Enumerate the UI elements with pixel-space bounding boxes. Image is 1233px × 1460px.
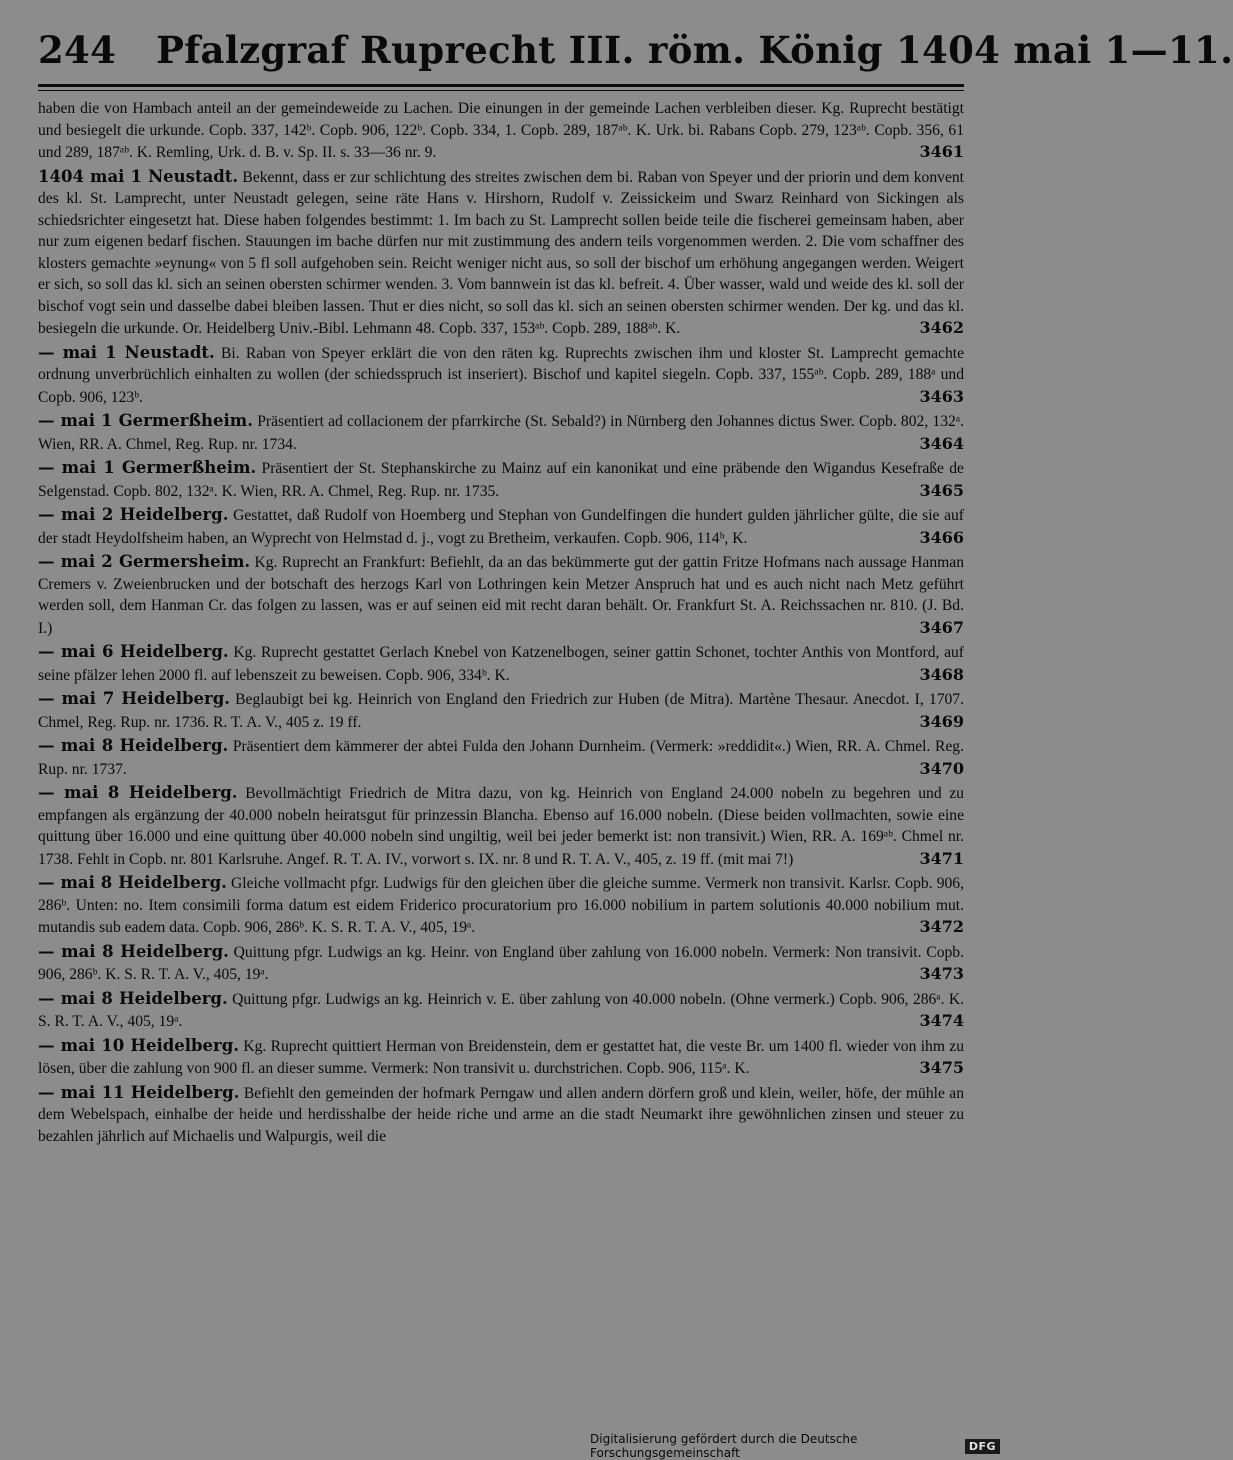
entry-text: Bi. Raban von Speyer erklärt die von den räten kg. Ruprechts zwischen ihm und kloster St. Lamprecht gemachte ordnung unverbrüchlich einhalten zu wollen (der schiedsspruch ist inseriert). Bischof und kapitel siegeln. Copb. 337, 155ᵃᵇ. Copb. 289, 188ᵃ und Copb. 906, 123ᵇ.: [38, 344, 964, 406]
regest-entry: [38, 551, 964, 639]
header-rule-thin: [38, 90, 964, 91]
entry-date-place: — mai 8 Heidelberg.: [38, 736, 229, 755]
regest-entry: [38, 457, 964, 502]
entry-number: 3468: [919, 664, 964, 684]
regest-entry: [38, 688, 964, 733]
entry-number: 3464: [919, 433, 964, 453]
regest-entry: [38, 988, 964, 1033]
entry-number: 3467: [919, 617, 964, 637]
entry-number: 3469: [919, 711, 964, 731]
entry-date-place: — mai 8 Heidelberg.: [38, 988, 228, 1008]
entry-number: 3463: [919, 386, 964, 406]
entry-text: Kg. Ruprecht an Frankfurt: Befiehlt, da an das bekümmerte gut der gattin Fritze Hofmans nach aussage Hanman Cremers v. Zweienbrucken und der botschaft des herzogs Karl von Lothringen kein Metzer Anspruch hat und es auch nicht nach Metz geführt werden soll, dem Hanman Cr. das folgen zu lassen, was er auf seinen eid mit recht daran behält. Or. Frankfurt St. A. Reichssachen nr. 810. (J. Bd. I.): [38, 554, 964, 637]
entry-date-place: — mai 2 Germersheim.: [38, 552, 251, 571]
entry-number: 3461: [919, 142, 964, 161]
entry-date-place: — mai 10 Heidelberg.: [38, 1035, 240, 1055]
entry-date-place: 1404 mai 1 Neustadt.: [38, 166, 239, 186]
dfg-logo: DFG: [965, 1439, 1000, 1454]
entry-text: Präsentiert der St. Stephanskirche zu Mainz auf ein kanonikat und eine präbende den Wigandus Kesefraße de Selgenstad. Copb. 802, 132ᵃ. K. Wien, RR. A. Chmel, Reg. Rup. nr. 1735.: [38, 460, 964, 500]
entry-number: 3465: [919, 480, 964, 500]
regest-entry: [38, 641, 964, 686]
entry-date-place: — mai 8 Heidelberg.: [38, 941, 229, 961]
footer: [590, 1432, 1000, 1460]
regest-entry: [38, 941, 964, 986]
entry-number: 3472: [919, 917, 964, 936]
entry-number: 3466: [919, 527, 964, 547]
entry-number: 3471: [919, 848, 964, 868]
entry-number: 3474: [919, 1011, 964, 1030]
entry-date-place: — mai 8 Heidelberg.: [38, 873, 227, 892]
regest-entry: [38, 1082, 964, 1148]
entry-text: Befiehlt den gemeinden der hofmark Perngaw und allen andern dörfern groß und klein, weiler, höfe, der mühle an dem Webelspach, einhalbe der heide und herdisshalbe der heide riche und arme an die stadt Neumarkt ihre gewöhnlichen zinsen und steuer zu bezahlen jährlich auf Michaelis und Walpurgis, weil die: [38, 1084, 965, 1145]
entry-date-place: — mai 7 Heidelberg.: [38, 689, 231, 708]
entry-text: Bevollmächtigt Friedrich de Mitra dazu, von kg. Heinrich von England 24.000 nobeln zu begehren und zu empfangen als ergänzung der 40.000 nobeln heiratsgut für prinzessin Blancha. Ebenso auf 16.000 nobeln. (Diese beiden vollmachten, sowie eine quittung über 16.000 und eine quittung über 40.000 nobeln sind ungiltig, weil bei jeder bemerkt ist: non transivit.) Wien, RR. A. 169ᵃᵇ. Chmel nr. 1738. Fehlt in Copb. nr. 801 Karlsruhe. Angef. R. T. A. IV., vorwort s. IX. nr. 8 und R. T. A. V., 405, z. 19 ff. (mit mai 7!): [38, 785, 964, 868]
entry-text: Beglaubigt bei kg. Heinrich von England den Friedrich zur Huben (de Mitra). Martène Thesaur. Anecdot. I, 1707. Chmel, Reg. Rup. nr. 1736. R. T. A. V., 405 z. 19 ff.: [38, 691, 964, 731]
header-rule-thick: [38, 84, 964, 87]
regest-entry: [38, 1035, 964, 1080]
entry-number: 3475: [919, 1058, 964, 1077]
entry-text: Bekennt, dass er zur schlichtung des streites zwischen dem bi. Raban von Speyer und der priorin und dem konvent des kl. St. Lamprecht, unter Neustadt gelegen, seine räte Hans v. Hirshorn, Rudolf v. Zeissickeim und Swarz Reinhard von Sickingen als schiedsrichter eingesetzt hat. Diese haben folgendes bestimmt: 1. Im bach zu St. Lamprecht sollen beide teile die fischerei gemeinsam haben, aber nur zum eigenen bedarf fischen. Stauungen im bache dürfen nur mit zustimmung des andern teils vorgenommen werden. 2. Die vom schaffner des klosters gemachte »eynung« von 5 fl soll aufgehoben sein. Reicht weniger nicht aus, so soll der bischof um erhöhung angegangen werden. Weigert er sich, so soll das kl. sich an seinen obersten schirmer wenden. 3. Vom bannwein ist das kl. befreit. 4. Über wasser, wald und weide des kl. soll der bischof vogt sein und dasselbe dabei bleiben lassen. Thut er dies nicht, so soll das kl. sich an seinen obersten schirmer wenden. Der kg. und das kl. besiegeln die urkunde. Or. Heidelberg Univ.-Bibl. Lehmann 48. Copb. 337, 153ᵃᵇ. Copb. 289, 188ᵃᵇ. K.: [38, 168, 964, 337]
entry-date-place: — mai 6 Heidelberg.: [38, 642, 229, 661]
regest-entry: [38, 342, 964, 409]
entry-text: Gestattet, daß Rudolf von Hoemberg und Stephan von Gundelfingen die hundert gulden jährlicher gülte, die sie auf der stadt Heydolfsheim haben, an Wyprecht von Helmstad d. j., vogt zu Bretheim, verkaufen. Copb. 906, 114ᵇ, K.: [38, 507, 964, 547]
page-title: Pfalzgraf Ruprecht III. röm. König 1404 mai 1—11.: [156, 28, 1233, 72]
entry-date-place: — mai 1 Neustadt.: [38, 342, 215, 362]
page-header: [38, 28, 1233, 74]
regest-entry: [38, 166, 964, 340]
entry-date-place: — mai 11 Heidelberg.: [38, 1082, 240, 1102]
entry-text: Präsentiert ad collacionem der pfarrkirche (St. Sebald?) in Nürnberg den Johannes dictus Swer. Copb. 802, 132ᵃ. Wien, RR. A. Chmel, Reg. Rup. nr. 1734.: [38, 413, 964, 453]
entry-number: 3470: [919, 758, 964, 778]
entry-text: Präsentiert dem kämmerer der abtei Fulda den Johann Durnheim. (Vermerk: »reddidit«.) Wien, RR. A. Chmel. Reg. Rup. nr. 1737.: [38, 738, 964, 778]
regest-entry: [38, 782, 964, 870]
entry-text: Gleiche vollmacht pfgr. Ludwigs für den gleichen über die gleiche summe. Vermerk non transivit. Karlsr. Copb. 906, 286ᵇ. Unten: no. Item consimili forma datum est eidem Friderico procuratorium pro 16.000 nobilium in partem solutionis 40.000 nobilium mut. mutandis sub eadem data. Copb. 906, 286ᵇ. K. S. R. T. A. V., 405, 19ᵃ.: [38, 875, 964, 936]
regest-entry: [38, 872, 964, 939]
entry-text: Kg. Ruprecht quittiert Herman von Breidenstein, dem er gestattet hat, die veste Br. um 1400 fl. wieder von ihm zu lösen, über die zahlung von 900 fl. an dieser summe. Vermerk: Non transivit u. durchstrichen. Copb. 906, 115ᵃ. K.: [38, 1037, 964, 1077]
regest-entry: [38, 504, 964, 549]
entry-date-place: — mai 2 Heidelberg.: [38, 505, 229, 524]
entry-list: [38, 166, 964, 1148]
regest-entry: [38, 410, 964, 455]
entry-date-place: — mai 8 Heidelberg.: [38, 783, 238, 802]
page: [38, 28, 1233, 1149]
page-number: 244: [38, 28, 117, 72]
entry-text: Quittung pfgr. Ludwigs an kg. Heinrich v. E. über zahlung von 40.000 nobeln. (Ohne vermerk.) Copb. 906, 286ᵃ. K. S. R. T. A. V., 405, 19ᵃ.: [38, 990, 964, 1030]
continuation-entry: [38, 98, 964, 164]
footer-text: Digitalisierung gefördert durch die Deutsche Forschungsgemeinschaft: [590, 1432, 858, 1460]
entry-number: 3473: [919, 964, 964, 983]
regest-entry: [38, 735, 964, 780]
entry-date-place: — mai 1 Germerßheim.: [38, 411, 254, 430]
entry-text: haben die von Hambach anteil an der gemeindeweide zu Lachen. Die einungen in der gemeinde Lachen verbleiben dieser. Kg. Ruprecht bestätigt und besiegelt die urkunde. Copb. 337, 142ᵇ. Copb. 906, 122ᵇ. Copb. 334, 1. Copb. 289, 187ᵃᵇ. K. Urk. bi. Rabans Copb. 279, 123ᵃᵇ. Copb. 356, 61 und 289, 187ᵃᵇ. K. Remling, Urk. d. B. v. Sp. II. s. 33—36 nr. 9.: [38, 100, 964, 161]
entry-text: Kg. Ruprecht gestattet Gerlach Knebel von Katzenelbogen, seiner gattin Schonet, tochter Anthis von Montford, auf seine pfälzer lehen 2000 fl. auf lebenszeit zu beweisen. Copb. 906, 334ᵇ. K.: [38, 644, 964, 684]
entry-date-place: — mai 1 Germerßheim.: [38, 458, 257, 477]
entry-number: 3462: [919, 318, 964, 337]
entry-text: Quittung pfgr. Ludwigs an kg. Heinr. von England über zahlung von 16.000 nobeln. Vermerk: Non transivit. Copb. 906, 286ᵇ. K. S. R. T. A. V., 405, 19ᵃ.: [38, 943, 964, 983]
